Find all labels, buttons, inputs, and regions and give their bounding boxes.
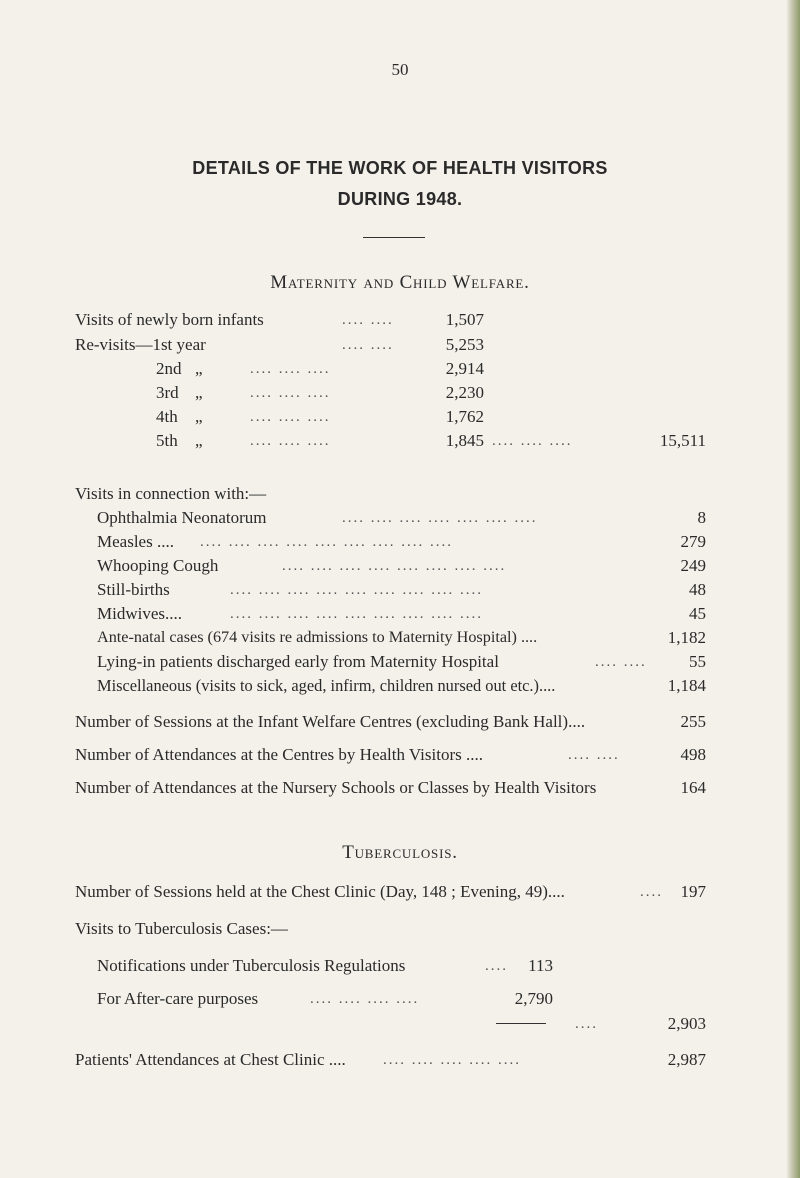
connection-item-value: 8 xyxy=(697,508,706,527)
tb-visits-heading: Visits to Tuberculosis Cases:— xyxy=(75,919,288,938)
nursery-attendances-label: Number of Attendances at the Nursery Schools or Classes by Health Visitors xyxy=(75,778,597,797)
dot-leader: .... .... .... .... .... .... .... .... .... xyxy=(200,534,453,550)
year-value: 2,914 xyxy=(445,359,484,378)
infant-welfare-sessions-value: 255 xyxy=(680,712,706,731)
page-number: 50 xyxy=(391,60,409,79)
connection-item-label: Miscellaneous (visits to sick, aged, infirm, children nursed out etc.).... xyxy=(97,676,556,695)
year-value: 2,230 xyxy=(445,383,484,402)
connection-item-label: Ante-natal cases (674 visits re admissions to Maternity Hospital) .... xyxy=(97,628,538,646)
connection-item-label: Whooping Cough xyxy=(97,556,219,575)
dot-leader: .... .... .... xyxy=(250,361,331,377)
dot-leader: .... .... .... .... .... .... .... .... .... xyxy=(230,582,483,598)
connection-item-value: 48 xyxy=(689,580,706,599)
notifications-value: 113 xyxy=(528,956,553,975)
revisits-label: Re-visits—1st year xyxy=(75,335,206,354)
dot-leader: .... .... .... .... .... .... .... .... xyxy=(282,558,507,574)
dot-leader: .... .... .... xyxy=(492,433,573,449)
connection-item-label: Lying-in patients discharged early from Maternity Hospital xyxy=(97,652,499,671)
dot-leader: .... xyxy=(640,884,663,900)
dot-leader: .... xyxy=(575,1016,598,1032)
year-value: 1,845 xyxy=(445,431,484,450)
nursery-attendances-value: 164 xyxy=(680,778,706,797)
page-title: DETAILS OF THE WORK OF HEALTH VISITORS xyxy=(192,158,608,178)
year-label: 4th xyxy=(156,407,178,426)
ditto-mark: „ xyxy=(195,359,203,378)
revisits-1st-value: 5,253 xyxy=(445,335,484,354)
notifications-label: Notifications under Tuberculosis Regulations xyxy=(97,956,406,975)
dot-leader: .... .... .... xyxy=(250,433,331,449)
dot-leader: .... .... .... xyxy=(250,409,331,425)
year-label: 3rd xyxy=(156,383,179,402)
connection-item-value: 1,184 xyxy=(667,676,706,695)
chest-clinic-sessions-label: Number of Sessions held at the Chest Clinic (Day, 148 ; Evening, 49).... xyxy=(75,882,565,901)
connection-item-value: 279 xyxy=(680,532,706,551)
ditto-mark: „ xyxy=(195,431,203,450)
dot-leader: .... .... .... .... .... .... .... xyxy=(342,510,538,526)
chest-clinic-sessions-value: 197 xyxy=(680,882,706,901)
year-label: 2nd xyxy=(156,359,182,378)
connection-item-label: Measles .... xyxy=(97,532,174,551)
chest-clinic-attendances-value: 2,987 xyxy=(667,1050,706,1069)
tuberculosis-heading: Tuberculosis. xyxy=(342,842,458,863)
maternity-visits-subtotal: 15,511 xyxy=(659,431,706,450)
chest-clinic-attendances-label: Patients' Attendances at Chest Clinic .... xyxy=(75,1050,346,1069)
page-subtitle: DURING 1948. xyxy=(337,189,463,209)
dot-leader: .... .... .... .... .... xyxy=(383,1052,521,1068)
centre-attendances-value: 498 xyxy=(680,745,706,764)
maternity-heading: Maternity and Child Welfare. xyxy=(270,272,530,293)
dot-leader: .... .... xyxy=(342,312,394,328)
year-value: 1,762 xyxy=(445,407,484,426)
dot-leader: .... .... .... xyxy=(250,385,331,401)
newborn-visits-label: Visits of newly born infants xyxy=(75,310,264,329)
aftercare-value: 2,790 xyxy=(514,989,553,1008)
connection-heading: Visits in connection with:— xyxy=(75,484,267,503)
connection-item-value: 249 xyxy=(680,556,706,575)
ditto-mark: „ xyxy=(195,407,203,426)
year-label: 5th xyxy=(156,431,178,450)
dot-leader: .... .... xyxy=(342,337,394,353)
ditto-mark: „ xyxy=(195,383,203,402)
connection-item-label: Ophthalmia Neonatorum xyxy=(97,508,267,527)
dot-leader: .... .... .... .... xyxy=(310,991,420,1007)
infant-welfare-sessions-label: Number of Sessions at the Infant Welfare Centres (excluding Bank Hall).... xyxy=(75,712,586,731)
title-divider xyxy=(363,237,425,238)
connection-item-value: 45 xyxy=(689,604,706,623)
connection-item-label: Midwives.... xyxy=(97,604,182,623)
dot-leader: .... .... xyxy=(568,747,620,763)
connection-item-label: Still-births xyxy=(97,580,170,599)
dot-leader: .... .... xyxy=(595,654,647,670)
tb-visits-total: 2,903 xyxy=(667,1014,706,1033)
newborn-visits-value: 1,507 xyxy=(445,310,484,329)
total-rule xyxy=(496,1023,546,1024)
connection-item-value: 1,182 xyxy=(667,628,706,647)
centre-attendances-label: Number of Attendances at the Centres by Health Visitors .... xyxy=(75,745,483,764)
dot-leader: .... xyxy=(485,958,508,974)
connection-item-value: 55 xyxy=(689,652,706,671)
aftercare-label: For After-care purposes xyxy=(97,989,259,1008)
dot-leader: .... .... .... .... .... .... .... .... .... xyxy=(230,606,483,622)
